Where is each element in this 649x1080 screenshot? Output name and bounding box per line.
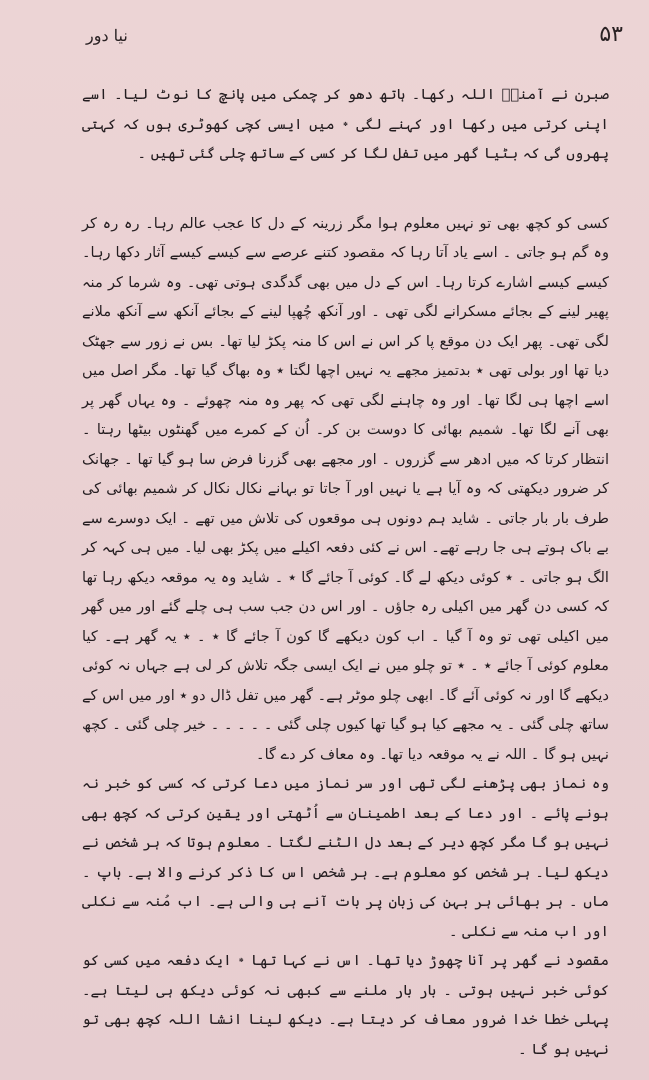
page-number: ۵۳ — [599, 22, 623, 47]
running-title: نیا دور — [86, 26, 128, 45]
page-body — [82, 80, 609, 1064]
paragraph-2: کسی کو کچھ بھی تو نہیں معلوم ہوا مگر زرینہ کے دل کا عجب عالم رہا۔ رہ رہ کر وہ گم ہو جاتی ۔ اسے یاد آتا رہا کہ مقصود کتنے عرصے سے کیسے کیسے آثار دکھا رہا۔ کیسے کیسے اشارے کرتا رہا۔ اس کے دل میں بھی گدگدی ہوتی تھی۔ وہ شرما کر منہ پھیر لینے کے بجائے مسکرانے لگی تھی ۔ اور آنکھ چُھپا لینے کے بجائے آنکھ سے آنکھ ملانے لگی تھی۔ پھر ایک دن موقع پا کر اس نے اس کا منہ پکڑ لیا تھا۔ بس نے زور سے جھٹک دیا تھا اور بولی تھی ٭ بدتمیز مجھے یہ نہیں اچھا لگتا ٭ وہ بھاگ گیا تھا۔ مگر اصل میں اسے اچھا ہی لگا تھا۔ اور وہ چاہنے لگی تھی کہ پھر وہ منہ چھوئے ۔ وہ یہاں گھر پر بھی آنے لگا تھا۔ شمیم بھائی کا دوست بن کر۔ اُن کے کمرے میں گھنٹوں بیٹھا رہتا ۔ انتظار کرتا کہ میں ادھر سے گزروں ۔ اور مجھے بھی گزرنا فرض سا ہو گیا تھا ۔ جھانک کر ضرور دیکھتی کہ وہ آیا ہے یا نہیں اور آ جاتا تو بہانے نکال نکال کر شمیم بھائی کی طرف بار بار جاتی ۔ شاید ہم دونوں ہی موقعوں کی تلاش میں تھے ۔ ایک دوسرے سے بے باک ہوتے ہی جا رہے تھے۔ اس نے کئی دفعہ اکیلے میں پکڑ بھی لیا۔ میں ہی کہہ کر الگ ہو جاتی ۔ ٭ کوئی دیکھ لے گا۔ کوئی آ جائے گا ٭ ۔ شاید وہ یہ موقعہ دیکھ رہا تھا کہ کسی دن گھر میں اکیلی رہ جاؤں ۔ اور اس دن جب سب ہی چلے گئے اور میں گھر میں اکیلی تھی تو وہ آ گیا ۔ اب کون دیکھے گا کون آ جائے گا ٭ ۔ ٭ یہ گھر ہے۔ کیا معلوم کوئی آ جائے ٭ ۔ ٭ تو چلو میں نے ایک ایسی جگہ تلاش کر لی ہے جہاں نہ کوئی دیکھے گا اور نہ کوئی آئے گا۔ ابھی چلو موٹر ہے۔ گھر میں تفل ڈال دو ٭ اور میں اس کے ساتھ چلی گئی ۔ یہ مجھے کیا ہو گیا تھا کیوں چلی گئی ۔ ۔ ۔ ۔ ۔ خیر چلی گئی ۔ کچھ نہیں ہو گا ۔ اللہ نے یہ موقعہ دیا تھا۔ وہ معاف کر دے گا۔ — [82, 214, 609, 763]
page-header — [78, 22, 623, 56]
paragraph-3: وہ نماز بھی پڑھنے لگی تھی اور سر نماز میں دعا کرتی کہ کسی کو خبر نہ ہونے پائے ۔ اور دعا کے بعد اطمینان سے اُٹھتی اور یقین کرتی کہ کچھ بھی نہیں ہو گا مگر کچھ دیر کے بعد دل الٹنے لگتا ۔ معلوم ہوتا کہ ہر شخص نے دیکھ لیا۔ ہر شخص کو معلوم ہے۔ ہر شخص اس کا ذکر کرنے والا ہے۔ باپ ۔ ماں ۔ ہر بھائی ہر بہن کی زبان پر بات آنے ہی والی ہے۔ اب مُنہ سے نکلی اور اب منہ سے نکلی ۔ — [82, 775, 609, 940]
paragraph-1: صبرن نے آمناؔ اللہ رکھا۔ ہاتھ دھو کر چمکی میں پانچ کا نوٹ لیا۔ اسے اپنی کرتی میں رکھا اور کہنے لگی ٭ میں ایسی کچی کھوٹری ہوں کہ کہتی پھروں گی کہ بٹیا گھر میں تفل لگا کر کسی کے ساتھ چلی گئی تھیں ۔ — [82, 86, 609, 162]
paragraph-4: مقصود نے گھر پر آنا چھوڑ دیا تھا۔ اس نے کہا تھا ٭ ایک دفعہ میں کسی کو کوئی خبر نہیں ہوتی ۔ بار بار ملنے سے کبھی نہ کوئی دیکھ ہی لیتا ہے۔ پہلی خطا خدا ضرور معاف کر دیتا ہے۔ دیکھ لینا انشا اللہ کچھ بھی تو نہیں ہو گا ۔ — [82, 952, 609, 1058]
